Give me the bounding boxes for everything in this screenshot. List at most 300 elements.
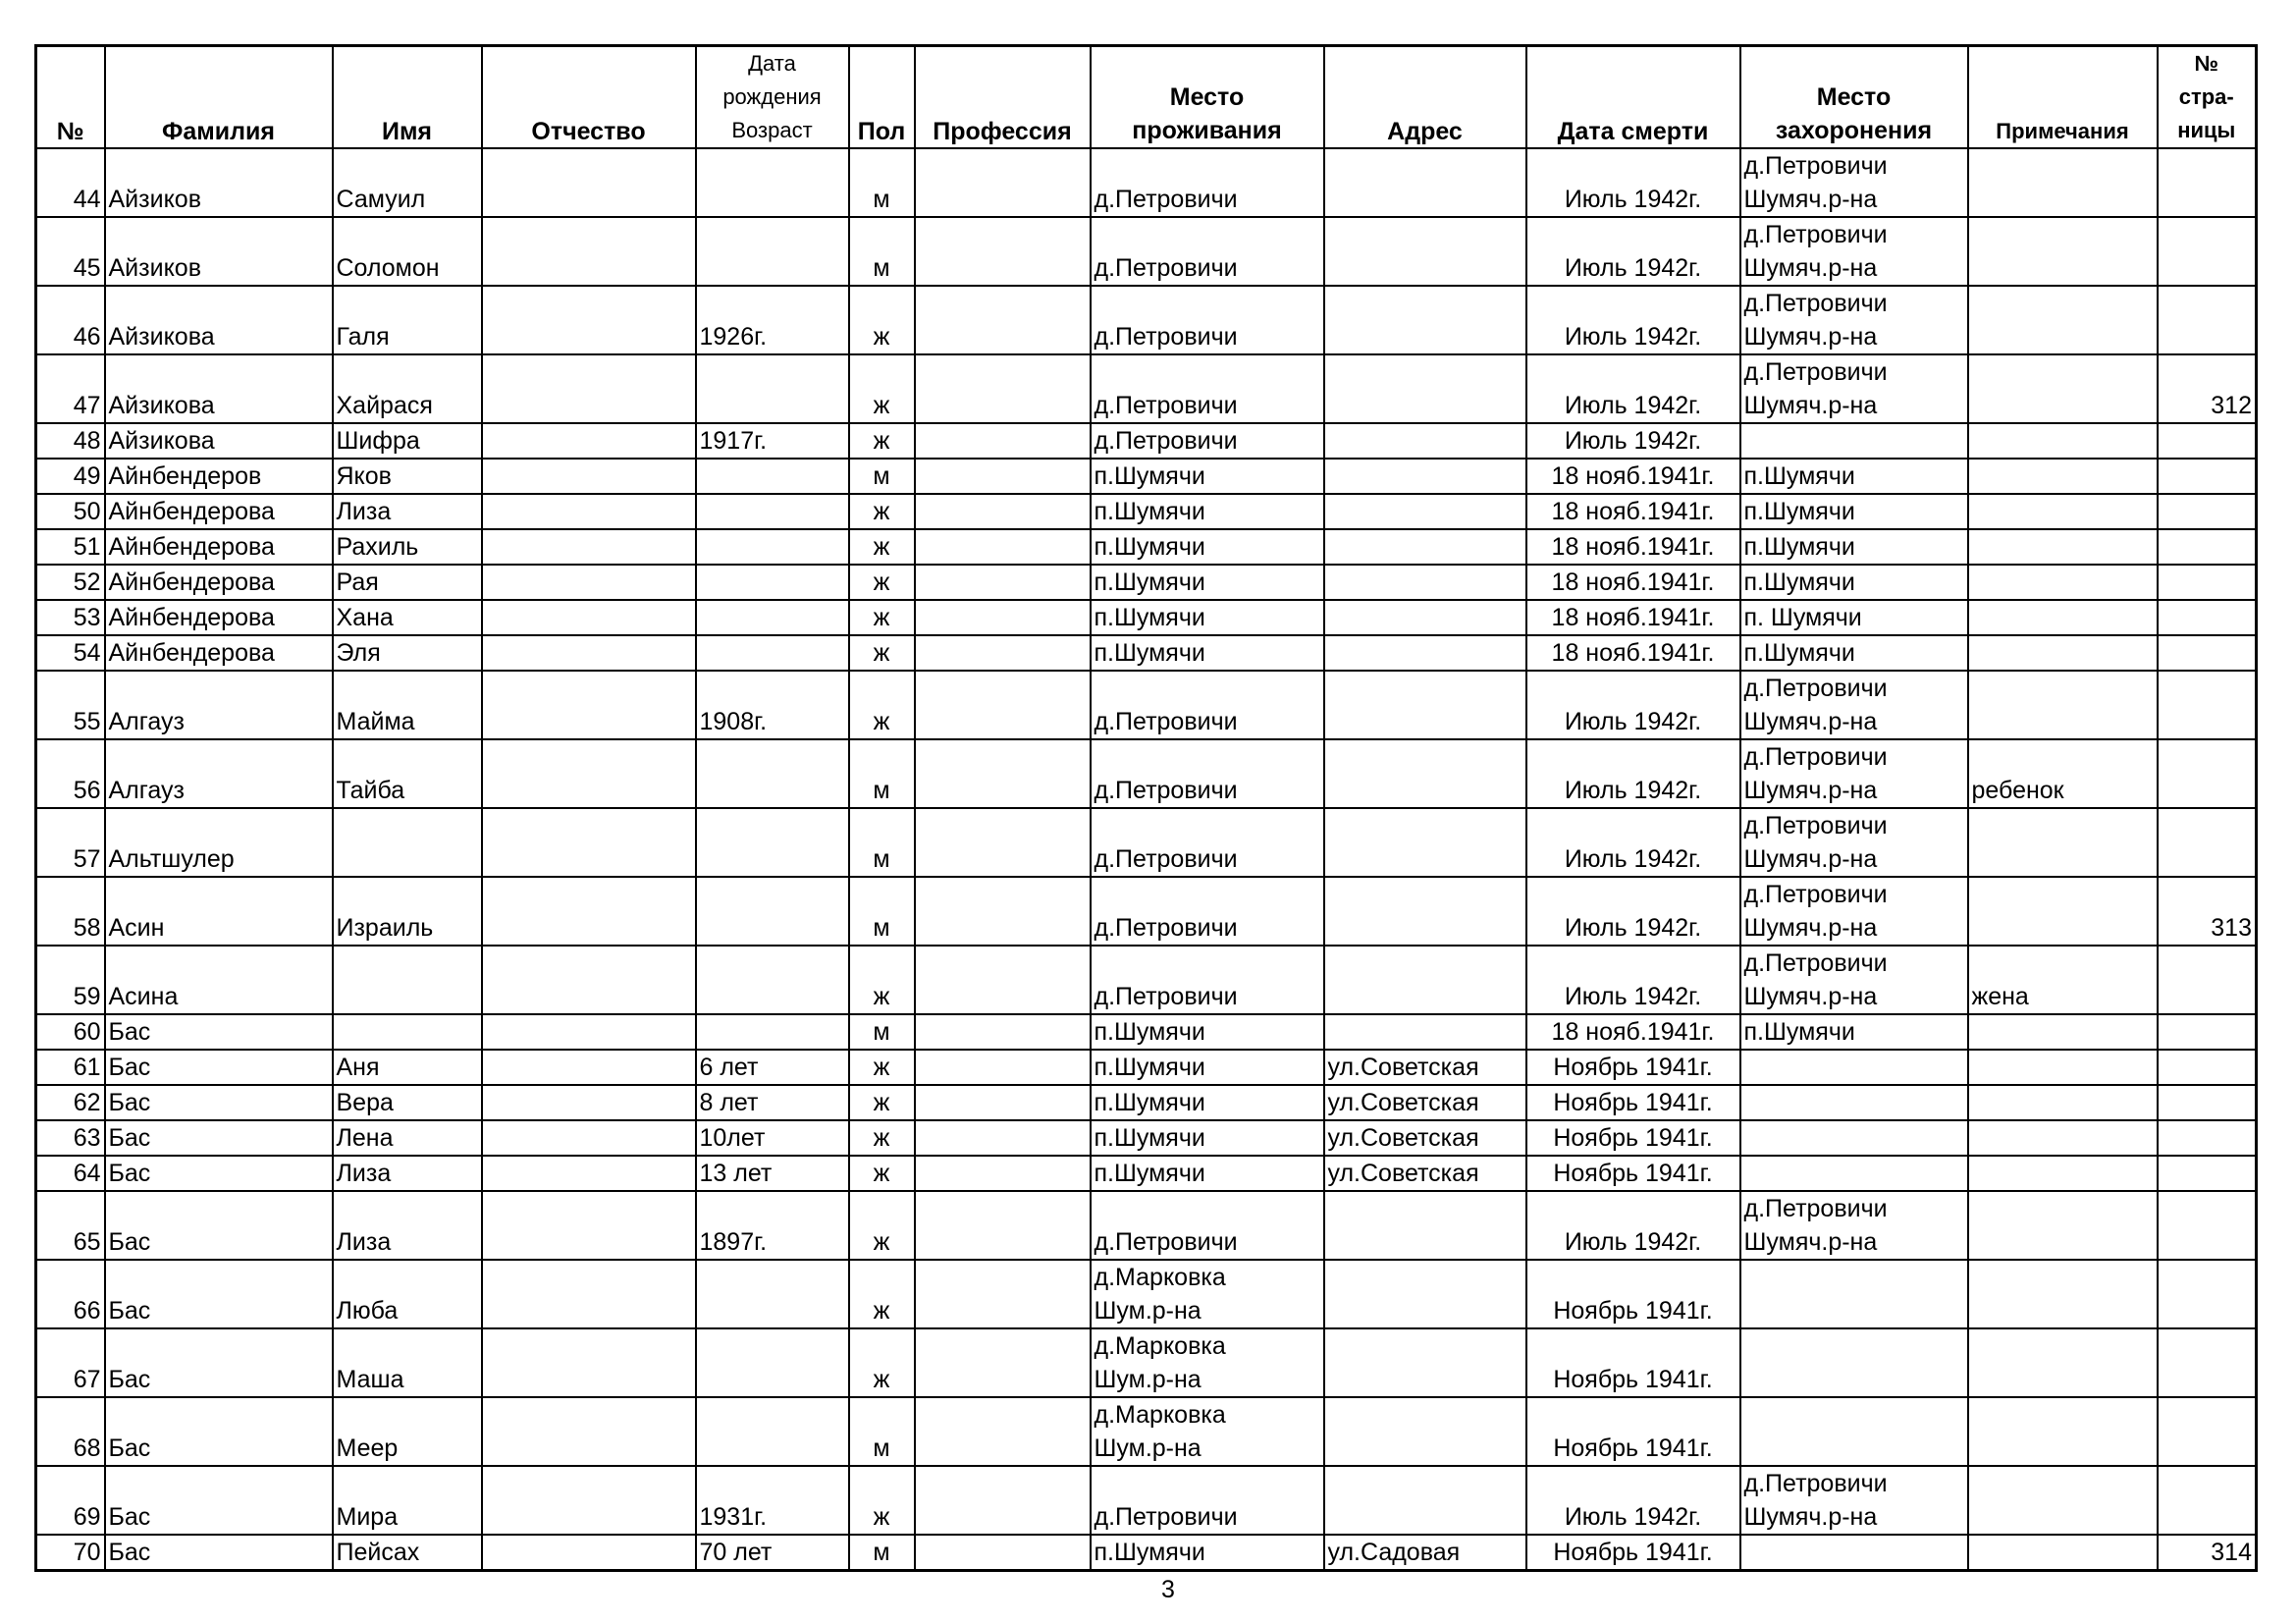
cell-residence-line2: Шум.р-на xyxy=(1094,1297,1201,1325)
cell-profession xyxy=(915,635,1091,671)
cell-name: Меер xyxy=(333,1397,482,1466)
cell-burial-place xyxy=(1740,1397,1968,1466)
table-body xyxy=(36,148,2257,1571)
cell-name: Лена xyxy=(333,1120,482,1156)
cell-profession xyxy=(915,423,1091,459)
cell-profession xyxy=(915,1156,1091,1191)
cell-burial-place-line2: п.Шумячи xyxy=(1743,498,1855,525)
cell-patronymic xyxy=(482,1191,696,1260)
cell-residence-line2: п.Шумячи xyxy=(1094,639,1205,667)
cell-address xyxy=(1324,808,1526,877)
cell-surname: Алгауз xyxy=(105,739,333,808)
cell-page-number: 312 xyxy=(2158,354,2257,423)
cell-death-date: 18 нояб.1941г. xyxy=(1526,494,1740,529)
cell-residence-line2: п.Шумячи xyxy=(1094,1054,1205,1081)
cell-birth-date xyxy=(696,1328,849,1397)
cell-page-number xyxy=(2158,1328,2257,1397)
cell-birth-date: 1908г. xyxy=(696,671,849,739)
cell-patronymic xyxy=(482,808,696,877)
cell-residence xyxy=(1091,635,1324,671)
cell-sex: ж xyxy=(849,671,915,739)
header-residence xyxy=(1091,46,1324,149)
cell-sex: м xyxy=(849,877,915,946)
cell-name: Лиза xyxy=(333,494,482,529)
cell-sex: ж xyxy=(849,1191,915,1260)
cell-burial-place xyxy=(1740,946,1968,1014)
cell-number: 50 xyxy=(36,494,105,529)
cell-profession xyxy=(915,286,1091,354)
cell-surname: Бас xyxy=(105,1085,333,1120)
cell-burial-place xyxy=(1740,1014,1968,1050)
cell-patronymic xyxy=(482,1466,696,1535)
table-row xyxy=(36,739,2257,808)
cell-name xyxy=(333,1014,482,1050)
cell-birth-date xyxy=(696,877,849,946)
cell-birth-date xyxy=(696,1014,849,1050)
cell-page-number xyxy=(2158,1085,2257,1120)
cell-patronymic xyxy=(482,354,696,423)
cell-residence xyxy=(1091,1260,1324,1328)
cell-number: 60 xyxy=(36,1014,105,1050)
cell-death-date: Июль 1942г. xyxy=(1526,808,1740,877)
cell-sex: ж xyxy=(849,286,915,354)
cell-sex: ж xyxy=(849,529,915,565)
cell-residence xyxy=(1091,877,1324,946)
table-row xyxy=(36,459,2257,494)
cell-profession xyxy=(915,946,1091,1014)
header-birth-line2: рождения xyxy=(722,84,822,109)
cell-burial-place-line2: п.Шумячи xyxy=(1743,1018,1855,1046)
cell-sex: ж xyxy=(849,354,915,423)
cell-residence-line1: д.Марковка xyxy=(1094,1264,1226,1291)
cell-residence-line1: д.Марковка xyxy=(1094,1401,1226,1429)
header-death-date: Дата смерти xyxy=(1526,46,1740,149)
cell-page-number xyxy=(2158,1397,2257,1466)
cell-death-date: Ноябрь 1941г. xyxy=(1526,1397,1740,1466)
cell-residence xyxy=(1091,1466,1324,1535)
cell-profession xyxy=(915,529,1091,565)
cell-sex: м xyxy=(849,1014,915,1050)
cell-number: 59 xyxy=(36,946,105,1014)
cell-page-number xyxy=(2158,565,2257,600)
cell-page-number xyxy=(2158,739,2257,808)
cell-sex: м xyxy=(849,739,915,808)
cell-death-date: Июль 1942г. xyxy=(1526,217,1740,286)
table-row xyxy=(36,1156,2257,1191)
cell-name: Эля xyxy=(333,635,482,671)
cell-death-date: Июль 1942г. xyxy=(1526,946,1740,1014)
cell-sex: ж xyxy=(849,423,915,459)
cell-residence-line2: п.Шумячи xyxy=(1094,1089,1205,1116)
cell-page-number: 314 xyxy=(2158,1535,2257,1571)
cell-sex: м xyxy=(849,1535,915,1571)
cell-birth-date xyxy=(696,635,849,671)
cell-sex: ж xyxy=(849,565,915,600)
cell-surname: Бас xyxy=(105,1466,333,1535)
cell-death-date: Ноябрь 1941г. xyxy=(1526,1050,1740,1085)
cell-residence xyxy=(1091,1328,1324,1397)
cell-residence-line2: п.Шумячи xyxy=(1094,604,1205,631)
cell-patronymic xyxy=(482,286,696,354)
cell-number: 61 xyxy=(36,1050,105,1085)
cell-surname: Айзиков xyxy=(105,217,333,286)
cell-burial-place xyxy=(1740,635,1968,671)
cell-number: 51 xyxy=(36,529,105,565)
cell-profession xyxy=(915,459,1091,494)
cell-number: 56 xyxy=(36,739,105,808)
cell-page-number xyxy=(2158,1260,2257,1328)
cell-surname: Асин xyxy=(105,877,333,946)
cell-address xyxy=(1324,877,1526,946)
cell-profession xyxy=(915,877,1091,946)
cell-burial-place xyxy=(1740,1328,1968,1397)
cell-address xyxy=(1324,494,1526,529)
header-profession: Профессия xyxy=(915,46,1091,149)
cell-residence xyxy=(1091,1156,1324,1191)
table-row xyxy=(36,1397,2257,1466)
header-surname: Фамилия xyxy=(105,46,333,149)
cell-profession xyxy=(915,739,1091,808)
cell-death-date: Июль 1942г. xyxy=(1526,671,1740,739)
cell-name: Галя xyxy=(333,286,482,354)
cell-notes xyxy=(1968,600,2158,635)
table-row xyxy=(36,1014,2257,1050)
cell-number: 64 xyxy=(36,1156,105,1191)
cell-burial-place-line1: д.Петровичи xyxy=(1743,949,1888,977)
cell-profession xyxy=(915,1397,1091,1466)
cell-surname: Бас xyxy=(105,1156,333,1191)
table-row xyxy=(36,1466,2257,1535)
header-residence-line2: проживания xyxy=(1132,117,1282,144)
cell-surname: Асина xyxy=(105,946,333,1014)
cell-profession xyxy=(915,1120,1091,1156)
cell-residence-line2: п.Шумячи xyxy=(1094,1124,1205,1152)
cell-burial-place-line2: Шумяч.р-на xyxy=(1743,708,1878,735)
cell-surname: Айзикова xyxy=(105,354,333,423)
header-name: Имя xyxy=(333,46,482,149)
cell-address xyxy=(1324,286,1526,354)
header-residence-line1: Место xyxy=(1169,83,1245,111)
cell-name: Тайба xyxy=(333,739,482,808)
cell-sex: ж xyxy=(849,635,915,671)
cell-burial-place xyxy=(1740,1050,1968,1085)
cell-birth-date: 1897г. xyxy=(696,1191,849,1260)
cell-birth-date xyxy=(696,1397,849,1466)
header-sex: Пол xyxy=(849,46,915,149)
cell-page-number xyxy=(2158,494,2257,529)
cell-residence-line2: д.Петровичи xyxy=(1094,1228,1238,1256)
cell-address xyxy=(1324,529,1526,565)
cell-name: Израиль xyxy=(333,877,482,946)
cell-patronymic xyxy=(482,877,696,946)
cell-patronymic xyxy=(482,1535,696,1571)
cell-birth-date: 8 лет xyxy=(696,1085,849,1120)
cell-profession xyxy=(915,354,1091,423)
cell-residence-line2: п.Шумячи xyxy=(1094,1160,1205,1187)
cell-notes xyxy=(1968,423,2158,459)
cell-residence-line2: Шум.р-на xyxy=(1094,1366,1201,1393)
cell-number: 63 xyxy=(36,1120,105,1156)
cell-burial-place-line2: п.Шумячи xyxy=(1743,568,1855,596)
cell-profession xyxy=(915,671,1091,739)
cell-burial-place-line2: п.Шумячи xyxy=(1743,533,1855,561)
cell-sex: ж xyxy=(849,1120,915,1156)
cell-profession xyxy=(915,808,1091,877)
cell-surname: Айнбендеров xyxy=(105,459,333,494)
cell-burial-place-line2: Шумяч.р-на xyxy=(1743,983,1878,1010)
cell-sex: м xyxy=(849,459,915,494)
cell-notes: жена xyxy=(1968,946,2158,1014)
cell-residence xyxy=(1091,423,1324,459)
cell-notes xyxy=(1968,635,2158,671)
cell-birth-date: 10лет xyxy=(696,1120,849,1156)
cell-notes xyxy=(1968,1397,2158,1466)
cell-birth-date: 1917г. xyxy=(696,423,849,459)
cell-residence-line2: д.Петровичи xyxy=(1094,983,1238,1010)
cell-burial-place-line1: д.Петровичи xyxy=(1743,152,1888,180)
table-row xyxy=(36,1535,2257,1571)
cell-name: Мира xyxy=(333,1466,482,1535)
cell-burial-place xyxy=(1740,1085,1968,1120)
cell-notes xyxy=(1968,459,2158,494)
cell-page-number xyxy=(2158,1120,2257,1156)
cell-burial-place-line1: д.Петровичи xyxy=(1743,1195,1888,1222)
cell-patronymic xyxy=(482,671,696,739)
cell-residence-line2: Шум.р-на xyxy=(1094,1434,1201,1462)
cell-address xyxy=(1324,1466,1526,1535)
cell-burial-place-line1: д.Петровичи xyxy=(1743,290,1888,317)
cell-death-date: Ноябрь 1941г. xyxy=(1526,1328,1740,1397)
header-page-line1: № xyxy=(2194,51,2219,76)
cell-birth-date: 70 лет xyxy=(696,1535,849,1571)
cell-surname: Айнбендерова xyxy=(105,600,333,635)
cell-sex: м xyxy=(849,808,915,877)
cell-residence-line2: д.Петровичи xyxy=(1094,914,1238,942)
cell-residence-line2: д.Петровичи xyxy=(1094,708,1238,735)
cell-residence-line2: д.Петровичи xyxy=(1094,427,1238,455)
cell-name: Вера xyxy=(333,1085,482,1120)
header-burial-line2: захоронения xyxy=(1775,117,1933,144)
cell-name: Майма xyxy=(333,671,482,739)
cell-residence-line2: п.Шумячи xyxy=(1094,498,1205,525)
cell-death-date: 18 нояб.1941г. xyxy=(1526,529,1740,565)
cell-birth-date xyxy=(696,354,849,423)
cell-number: 55 xyxy=(36,671,105,739)
cell-death-date: 18 нояб.1941г. xyxy=(1526,635,1740,671)
cell-patronymic xyxy=(482,946,696,1014)
cell-birth-date: 13 лет xyxy=(696,1156,849,1191)
cell-residence xyxy=(1091,494,1324,529)
cell-birth-date xyxy=(696,808,849,877)
cell-notes xyxy=(1968,1085,2158,1120)
cell-death-date: Ноябрь 1941г. xyxy=(1526,1120,1740,1156)
cell-burial-place xyxy=(1740,1535,1968,1571)
cell-surname: Айнбендерова xyxy=(105,494,333,529)
cell-burial-place-line2: Шумяч.р-на xyxy=(1743,777,1878,804)
cell-notes xyxy=(1968,148,2158,217)
cell-name: Соломон xyxy=(333,217,482,286)
cell-burial-place-line1: д.Петровичи xyxy=(1743,881,1888,908)
cell-number: 48 xyxy=(36,423,105,459)
cell-burial-place xyxy=(1740,1466,1968,1535)
cell-death-date: Ноябрь 1941г. xyxy=(1526,1260,1740,1328)
header-notes: Примечания xyxy=(1968,46,2158,149)
cell-death-date: 18 нояб.1941г. xyxy=(1526,600,1740,635)
cell-burial-place-line2: п. Шумячи xyxy=(1743,604,1862,631)
cell-burial-place xyxy=(1740,877,1968,946)
cell-number: 53 xyxy=(36,600,105,635)
table-row xyxy=(36,1328,2257,1397)
cell-address: ул.Советская xyxy=(1324,1085,1526,1120)
cell-name: Аня xyxy=(333,1050,482,1085)
cell-page-number xyxy=(2158,423,2257,459)
cell-birth-date xyxy=(696,739,849,808)
table-row xyxy=(36,286,2257,354)
cell-birth-date xyxy=(696,494,849,529)
cell-notes xyxy=(1968,1535,2158,1571)
cell-profession xyxy=(915,1050,1091,1085)
cell-notes xyxy=(1968,1014,2158,1050)
cell-burial-place xyxy=(1740,148,1968,217)
cell-burial-place xyxy=(1740,739,1968,808)
cell-page-number xyxy=(2158,459,2257,494)
cell-residence xyxy=(1091,354,1324,423)
cell-burial-place-line2: п.Шумячи xyxy=(1743,462,1855,490)
cell-surname: Бас xyxy=(105,1050,333,1085)
cell-address xyxy=(1324,739,1526,808)
cell-burial-place-line1: д.Петровичи xyxy=(1743,358,1888,386)
cell-patronymic xyxy=(482,217,696,286)
cell-name: Хана xyxy=(333,600,482,635)
cell-burial-place-line2: Шумяч.р-на xyxy=(1743,1503,1878,1531)
cell-patronymic xyxy=(482,529,696,565)
cell-surname: Бас xyxy=(105,1260,333,1328)
cell-page-number xyxy=(2158,1156,2257,1191)
cell-patronymic xyxy=(482,1014,696,1050)
cell-notes xyxy=(1968,1120,2158,1156)
cell-residence xyxy=(1091,459,1324,494)
cell-number: 49 xyxy=(36,459,105,494)
cell-residence-line2: д.Петровичи xyxy=(1094,845,1238,873)
cell-death-date: Июль 1942г. xyxy=(1526,739,1740,808)
cell-name xyxy=(333,808,482,877)
cell-burial-place-line1: д.Петровичи xyxy=(1743,812,1888,839)
cell-patronymic xyxy=(482,635,696,671)
cell-number: 46 xyxy=(36,286,105,354)
cell-address xyxy=(1324,354,1526,423)
cell-profession xyxy=(915,1466,1091,1535)
cell-burial-place xyxy=(1740,1191,1968,1260)
cell-residence xyxy=(1091,1191,1324,1260)
cell-profession xyxy=(915,1014,1091,1050)
cell-residence-line2: д.Петровичи xyxy=(1094,777,1238,804)
cell-number: 44 xyxy=(36,148,105,217)
cell-residence xyxy=(1091,1014,1324,1050)
cell-number: 45 xyxy=(36,217,105,286)
cell-residence-line2: п.Шумячи xyxy=(1094,462,1205,490)
cell-burial-place-line1: д.Петровичи xyxy=(1743,675,1888,702)
cell-sex: м xyxy=(849,1397,915,1466)
cell-page-number xyxy=(2158,635,2257,671)
cell-burial-place xyxy=(1740,529,1968,565)
cell-residence-line2: д.Петровичи xyxy=(1094,392,1238,419)
cell-notes xyxy=(1968,1050,2158,1085)
cell-profession xyxy=(915,565,1091,600)
cell-death-date: Июль 1942г. xyxy=(1526,1466,1740,1535)
header-patronymic: Отчество xyxy=(482,46,696,149)
cell-page-number xyxy=(2158,217,2257,286)
cell-surname: Бас xyxy=(105,1535,333,1571)
cell-birth-date xyxy=(696,459,849,494)
cell-page-number xyxy=(2158,529,2257,565)
cell-death-date: 18 нояб.1941г. xyxy=(1526,459,1740,494)
cell-surname: Алгауз xyxy=(105,671,333,739)
cell-page-number xyxy=(2158,671,2257,739)
cell-name: Люба xyxy=(333,1260,482,1328)
cell-page-number xyxy=(2158,286,2257,354)
cell-death-date: Июль 1942г. xyxy=(1526,1191,1740,1260)
cell-number: 57 xyxy=(36,808,105,877)
header-row xyxy=(36,46,2257,149)
cell-burial-place-line2: Шумяч.р-на xyxy=(1743,392,1878,419)
cell-residence-line2: п.Шумячи xyxy=(1094,568,1205,596)
cell-address xyxy=(1324,217,1526,286)
cell-birth-date: 1926г. xyxy=(696,286,849,354)
cell-surname: Айнбендерова xyxy=(105,565,333,600)
cell-sex: ж xyxy=(849,600,915,635)
cell-burial-place xyxy=(1740,217,1968,286)
cell-patronymic xyxy=(482,600,696,635)
cell-number: 62 xyxy=(36,1085,105,1120)
cell-address xyxy=(1324,946,1526,1014)
cell-sex: ж xyxy=(849,1085,915,1120)
cell-burial-place-line2: Шумяч.р-на xyxy=(1743,845,1878,873)
cell-page-number xyxy=(2158,148,2257,217)
cell-notes xyxy=(1968,565,2158,600)
cell-birth-date xyxy=(696,148,849,217)
cell-birth-date xyxy=(696,217,849,286)
cell-name: Лиза xyxy=(333,1191,482,1260)
cell-residence-line2: д.Петровичи xyxy=(1094,323,1238,351)
cell-surname: Бас xyxy=(105,1120,333,1156)
cell-sex: ж xyxy=(849,1050,915,1085)
cell-address xyxy=(1324,1328,1526,1397)
cell-name: Шифра xyxy=(333,423,482,459)
cell-birth-date xyxy=(696,600,849,635)
cell-residence xyxy=(1091,1085,1324,1120)
cell-sex: ж xyxy=(849,946,915,1014)
cell-profession xyxy=(915,1085,1091,1120)
cell-residence xyxy=(1091,565,1324,600)
cell-residence xyxy=(1091,1397,1324,1466)
cell-surname: Айзикова xyxy=(105,423,333,459)
header-address: Адрес xyxy=(1324,46,1526,149)
table-row xyxy=(36,565,2257,600)
cell-residence-line2: д.Петровичи xyxy=(1094,186,1238,213)
cell-patronymic xyxy=(482,565,696,600)
cell-patronymic xyxy=(482,1156,696,1191)
cell-sex: ж xyxy=(849,1260,915,1328)
cell-sex: ж xyxy=(849,1328,915,1397)
cell-profession xyxy=(915,1328,1091,1397)
cell-profession xyxy=(915,1260,1091,1328)
cell-profession xyxy=(915,1535,1091,1571)
cell-burial-place xyxy=(1740,808,1968,877)
cell-page-number xyxy=(2158,808,2257,877)
cell-address xyxy=(1324,1191,1526,1260)
cell-death-date: Ноябрь 1941г. xyxy=(1526,1535,1740,1571)
table-row xyxy=(36,946,2257,1014)
